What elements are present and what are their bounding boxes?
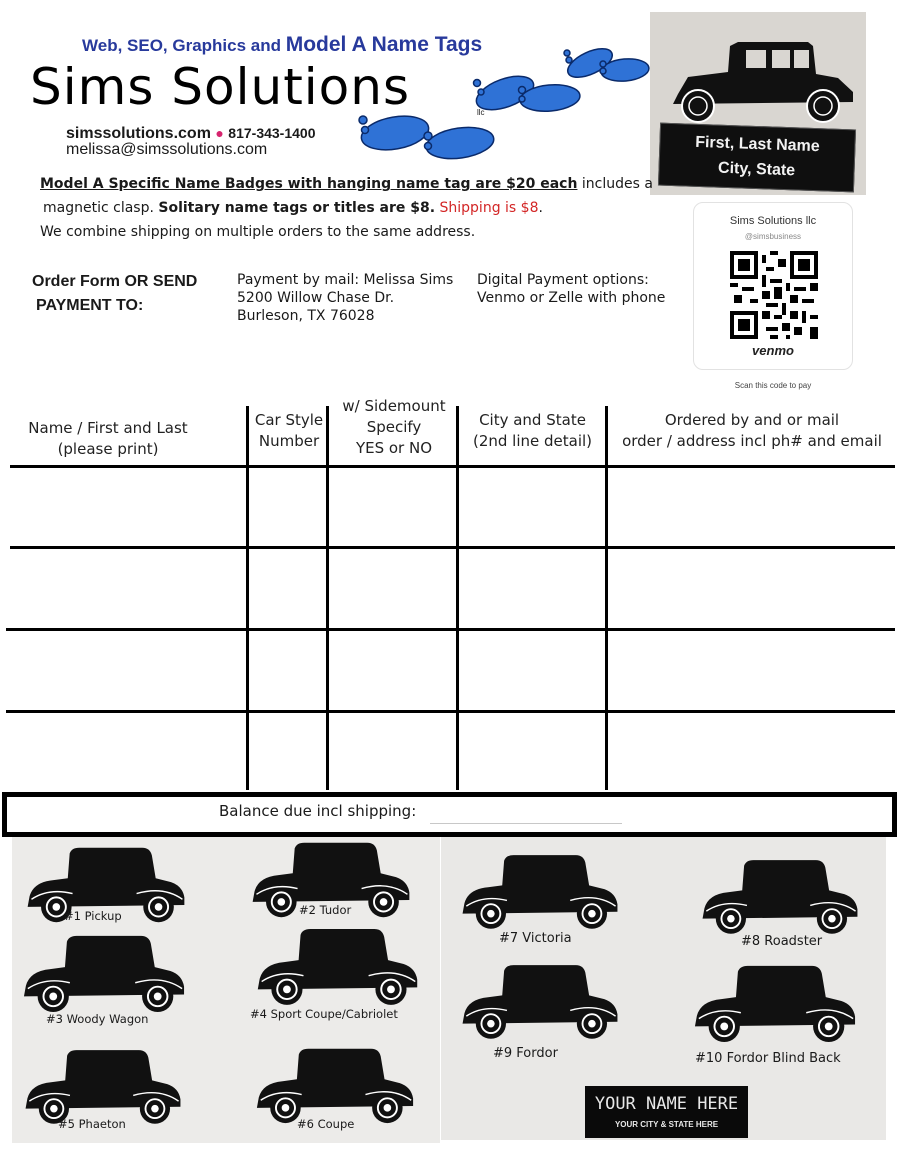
car-style-label: #2 Tudor <box>299 903 352 917</box>
mail-street: 5200 Willow Chase Dr. <box>237 290 395 306</box>
sample-plate-name: YOUR NAME HERE <box>594 1094 739 1114</box>
car-style-label: #7 Victoria <box>499 931 572 946</box>
col-header-car-style <box>250 410 328 452</box>
badge-offer-rest: includes a <box>577 176 653 192</box>
woody-wagon-car-icon <box>15 932 193 1014</box>
order-row-2[interactable] <box>10 549 895 628</box>
car-style-label: #10 Fordor Blind Back <box>695 1051 841 1066</box>
coupe-car-icon <box>245 1045 425 1125</box>
pricing-intro <box>40 172 660 244</box>
digital-methods: Venmo or Zelle with phone <box>477 290 666 306</box>
roadster-car-icon <box>695 855 865 937</box>
car-style-label: #5 Phaeton <box>58 1117 126 1131</box>
col-header-car-style-line2: Number <box>258 432 320 450</box>
badge-offer: Model A Specific Name Badges with hanging name tag are $20 each <box>40 176 578 192</box>
car-style-label: #6 Coupe <box>297 1117 355 1131</box>
fordor-blind-back-car-icon <box>685 962 865 1044</box>
venmo-qr-card[interactable] <box>693 202 853 370</box>
solitary-tags-price: Solitary name tags or titles are $8. <box>158 200 436 216</box>
tag-plate-name: First, Last Name <box>694 133 820 156</box>
venmo-handle: @simsbusiness <box>744 232 802 241</box>
qr-caption: Scan this code to pay <box>734 381 812 390</box>
qr-code-icon[interactable] <box>730 251 818 339</box>
clasp-text: magnetic clasp. <box>43 200 159 216</box>
mail-city: Burleson, TX 76028 <box>237 308 375 324</box>
sport-coupe-car-icon <box>250 925 425 1007</box>
order-form-line1: Order Form OR SEND <box>32 273 198 290</box>
balance-due-field[interactable] <box>430 823 622 824</box>
payment-by-mail <box>237 271 453 325</box>
sample-name-plate <box>585 1086 748 1138</box>
brand-logo-text: Sims Solutions <box>30 58 411 116</box>
model-a-car-icon <box>658 32 858 132</box>
fordor-car-icon <box>455 960 625 1042</box>
col-header-city-state-line2: (2nd line detail) <box>472 432 593 450</box>
phone-number: 817-343-1400 <box>228 125 316 141</box>
col-header-sidemount-line1: w/ Sidemount <box>342 397 446 415</box>
digital-title: Digital Payment options: <box>477 272 649 288</box>
tagline-name-tags: Model A Name Tags <box>285 33 483 56</box>
tagline-services: Web, SEO, Graphics and <box>82 36 286 55</box>
mail-payee: Payment by mail: Melissa Sims <box>237 272 454 288</box>
balance-due-label: Balance due incl shipping: <box>219 802 417 820</box>
col-header-sidemount-line2: Specify <box>366 418 422 436</box>
website-link[interactable]: simssolutions.com <box>66 125 211 142</box>
balance-due-box <box>2 792 897 837</box>
digital-payment-options <box>477 271 665 307</box>
order-form-line2: PAYMENT TO: <box>36 297 144 314</box>
tag-plate-city: City, State <box>717 159 796 180</box>
col-header-ordered-by-line2: order / address incl ph# and email <box>622 432 882 450</box>
shipping-period: . <box>538 200 543 216</box>
car-style-label: #1 Pickup <box>64 909 122 923</box>
venmo-logo-icon: venmo <box>752 343 794 358</box>
col-header-city-state <box>460 410 605 452</box>
phaeton-car-icon <box>18 1045 188 1127</box>
car-style-label: #8 Roadster <box>741 934 823 949</box>
col-header-ordered-by-line1: Ordered by and or mail <box>664 411 840 429</box>
sample-plate-city: YOUR CITY & STATE HERE <box>614 1120 719 1129</box>
col-header-ordered-by <box>608 410 896 452</box>
shipping-price: Shipping is $8 <box>435 200 539 216</box>
name-tag-photo <box>650 12 866 195</box>
col-header-sidemount-line3: YES or NO <box>355 439 433 457</box>
victoria-car-icon <box>455 850 625 932</box>
col-header-name-line1: Name / First and Last <box>28 419 188 437</box>
name-tag-plate <box>658 123 856 193</box>
combine-shipping-note: We combine shipping on multiple orders to the same address. <box>40 224 476 240</box>
car-style-label: #9 Fordor <box>493 1046 558 1061</box>
venmo-account-name: Sims Solutions llc <box>729 215 817 227</box>
order-form-label <box>32 270 197 318</box>
col-header-name-line2: (please print) <box>57 440 159 458</box>
car-style-label: #4 Sport Coupe/Cabriolet <box>250 1007 398 1021</box>
col-header-name <box>20 418 196 460</box>
brand-llc: llc <box>477 108 485 117</box>
col-header-sidemount <box>330 396 458 459</box>
email-address[interactable]: melissa@simssolutions.com <box>66 141 268 158</box>
order-row-4[interactable] <box>6 713 895 790</box>
car-style-label: #3 Woody Wagon <box>46 1012 149 1026</box>
bullet-dot-icon: ● <box>215 125 224 141</box>
order-row-1[interactable] <box>10 468 895 546</box>
footprints-logo-icon <box>355 38 655 168</box>
col-header-car-style-line1: Car Style <box>254 411 324 429</box>
col-header-city-state-line1: City and State <box>479 411 586 429</box>
order-row-3[interactable] <box>6 631 895 710</box>
